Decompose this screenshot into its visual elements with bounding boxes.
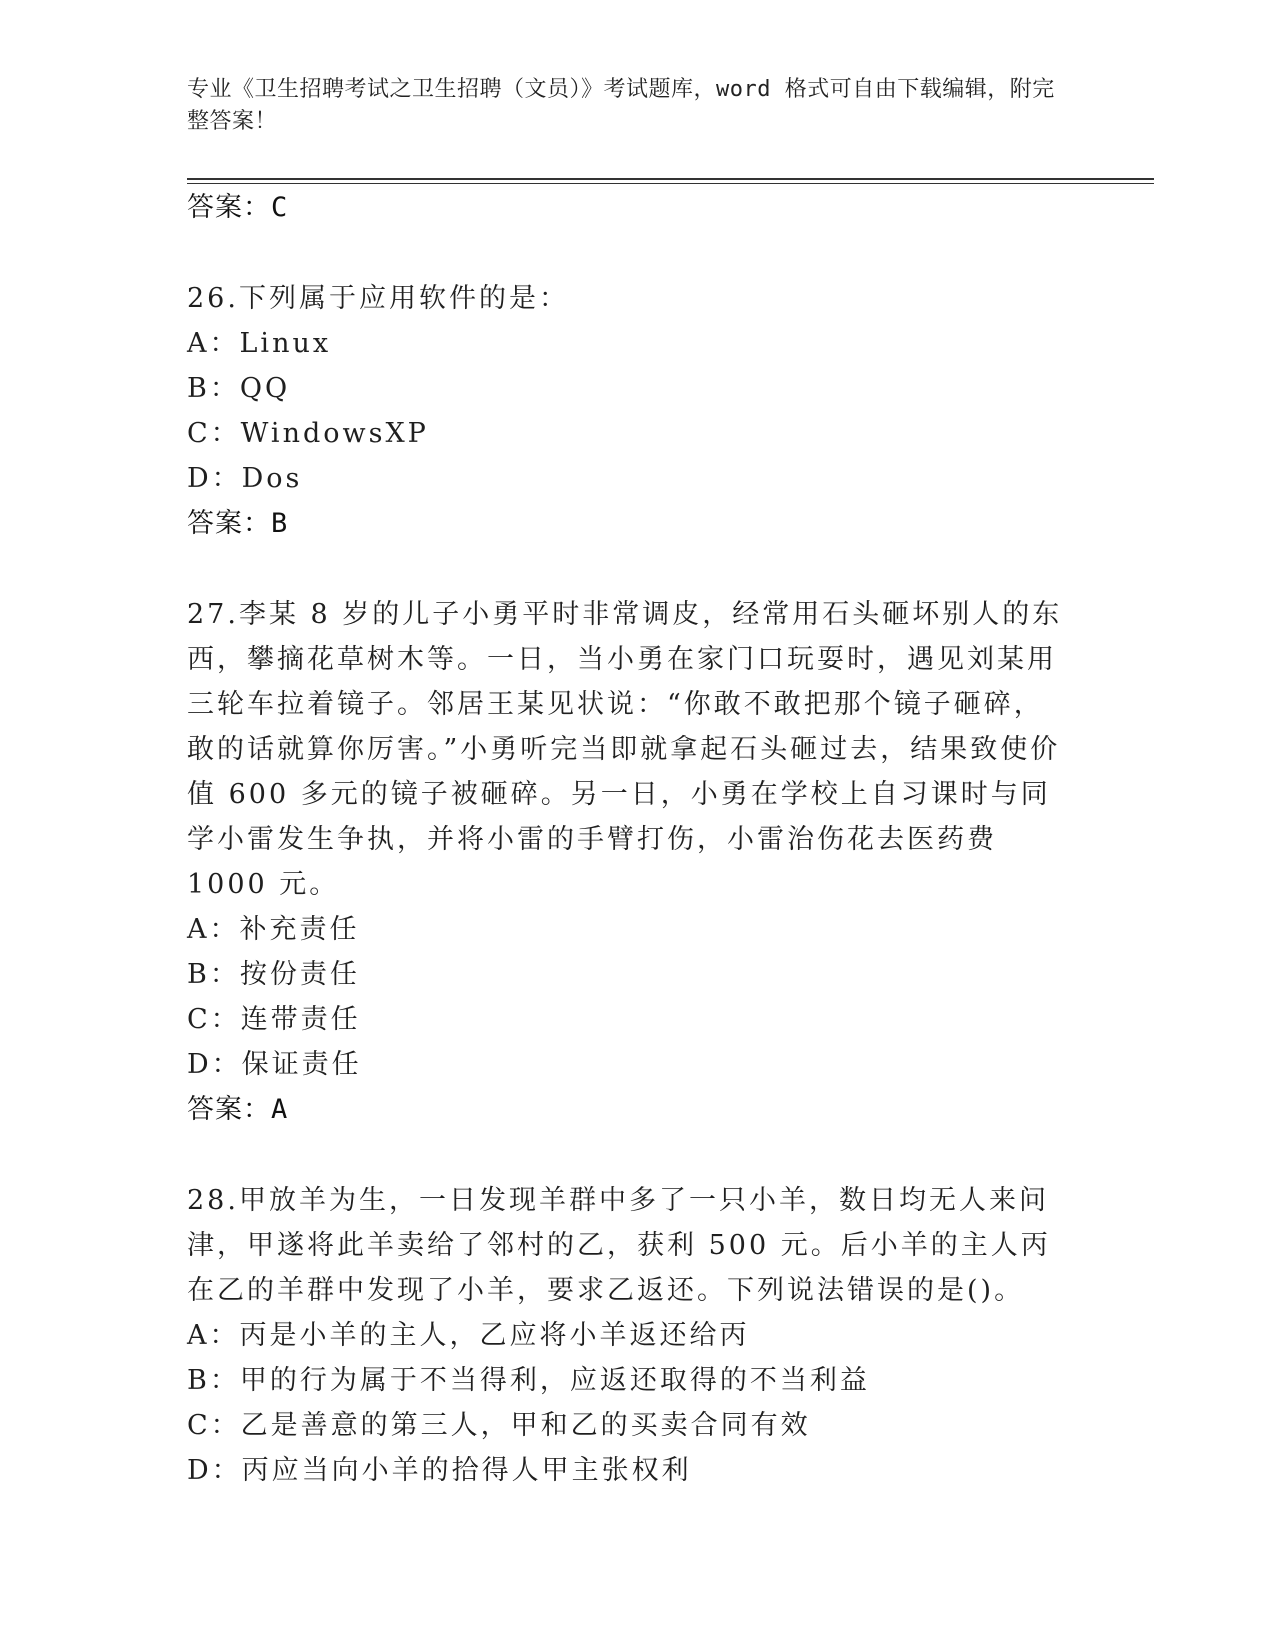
- question-block: [187, 276, 1067, 546]
- question-stem: 28.甲放羊为生，一日发现羊群中多了一只小羊，数日均无人来问津，甲遂将此羊卖给了邻村的乙，获利 500 元。后小羊的主人丙在乙的羊群中发现了小羊，要求乙返还。下列说法错误的是()。: [187, 1185, 1051, 1306]
- option-b: B：QQ: [187, 373, 291, 404]
- page-header: 专业《卫生招聘考试之卫生招聘（文员）》考试题库，word 格式可自由下载编辑，附完整答案！: [187, 77, 1055, 134]
- answer-line: 答案：C: [187, 192, 289, 223]
- option-c: C：WindowsXP: [187, 418, 429, 449]
- question-block: [187, 1178, 1067, 1493]
- question-stem: 26.下列属于应用软件的是：: [187, 283, 569, 314]
- question-list: [187, 185, 1067, 1493]
- question-stem: 27.李某 8 岁的儿子小勇平时非常调皮，经常用石头砸坏别人的东西，攀摘花草树木等。一日，当小勇在家门口玩耍时，遇见刘某用三轮车拉着镜子。邻居王某见状说：“你敢不敢把那个镜子砸碎，敢的话就算你厉害。”小勇听完当即就拿起石头砸过去，结果致使价值 600 多元的镜子被砸碎。另一日，小勇在学校上自习课时与同学小雷发生争执，并将小雷的手臂打伤，小雷治伤花去医药费 1000 元。: [187, 599, 1063, 900]
- header-divider: [187, 178, 1154, 180]
- option-c: C：乙是善意的第三人，甲和乙的买卖合同有效: [187, 1410, 811, 1441]
- option-a: A：Linux: [187, 328, 332, 359]
- answer-line: 答案：A: [187, 1094, 289, 1125]
- option-a: A：丙是小羊的主人，乙应将小羊返还给丙: [187, 1320, 750, 1351]
- answer-line: 答案：B: [187, 508, 289, 539]
- option-b: B：按份责任: [187, 959, 360, 990]
- option-d: D：丙应当向小羊的拾得人甲主张权利: [187, 1455, 692, 1486]
- question-block: [187, 592, 1067, 1132]
- option-a: A：补充责任: [187, 914, 360, 945]
- option-d: D：保证责任: [187, 1049, 362, 1080]
- header-divider-thin: [187, 183, 1154, 184]
- option-b: B：甲的行为属于不当得利，应返还取得的不当利益: [187, 1365, 870, 1396]
- option-c: C：连带责任: [187, 1004, 361, 1035]
- option-d: D：Dos: [187, 463, 303, 494]
